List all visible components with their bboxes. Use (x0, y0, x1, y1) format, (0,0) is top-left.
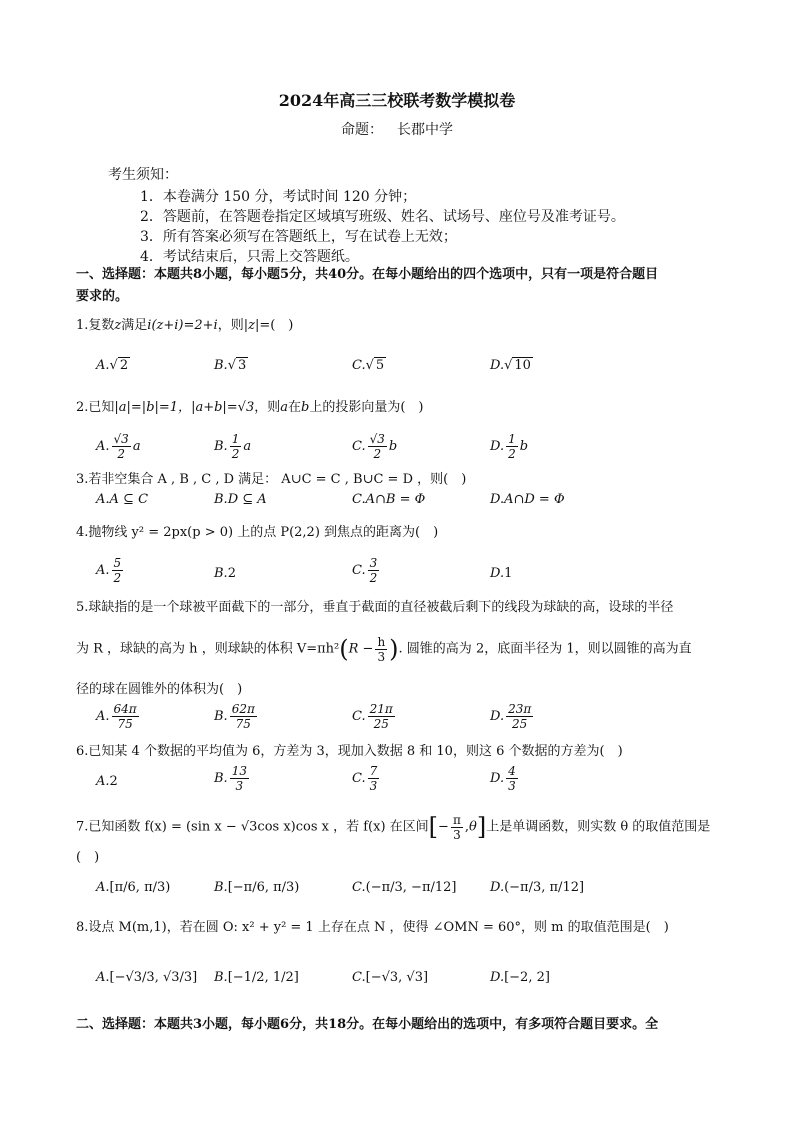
question-2-option-d: D. $\frac{1}{2}$ b (490, 432, 529, 461)
question-5-line: 为 R ，球缺的高为 h ，则球缺的体积 V=πh²(R − $\frac{h}{3}$ ). 圆锥的高为 2，底面半径为 1，则以圆锥的高为直 (76, 634, 692, 664)
question-8-option-d: D.[−2, 2] (490, 970, 550, 985)
question-1-option-c: C.√ 5 (352, 358, 385, 373)
section-1-line: 一、选择题：本题共8小题，每小题5分，共40分。在每小题给出的四个选项中，只有一项是符合题目 (76, 267, 659, 282)
question-8-option-c: C.[−√3, √3] (352, 970, 429, 985)
question-3-option-c: C.A∩B = Φ (352, 492, 426, 507)
question-5-option-d: D. $\frac{23\pi}{25}$ (490, 702, 532, 731)
question-4-option-c: C. $\frac{3}{2}$ (352, 556, 378, 585)
question-5-option-c: C. $\frac{21\pi}{25}$ (352, 702, 393, 731)
question-3-option-b: B.D ⊆ A (214, 492, 267, 507)
question-2-stem: 2.已知|a|=|b|=1，|a+b|=√3，则a在b上的投影向量为( ) (76, 400, 424, 415)
question-4-option-a: A. $\frac{5}{2}$ (96, 556, 122, 585)
question-6-option-c: C. $\frac{7}{3}$ (352, 764, 378, 793)
notice-item: 1．本卷满分 150 分，考试时间 120 分钟； (140, 189, 417, 205)
author-label: 命题： (341, 122, 383, 138)
question-6-stem: 6.已知某 4 个数据的平均值为 6，方差为 3，现加入数据 8 和 10，则这 6 个数据的方差为( ) (76, 744, 623, 759)
question-1-option-d: D.√ 10 (490, 358, 531, 373)
question-5-line: 5.球缺指的是一个球被平面截下的一部分，垂直于截面的直径被截后剩下的线段为球缺的高，设球的半径 (76, 600, 674, 615)
question-7-option-b: B.[−π/6, π/3) (214, 880, 300, 895)
question-2-option-b: B. $\frac{1}{2}$ a (214, 432, 252, 461)
question-4-stem: 4.抛物线 y² = 2px(p > 0) 上的点 P(2,2) 到焦点的距离为( ) (76, 525, 439, 540)
author-name: 长郡中学 (397, 122, 453, 138)
question-6-option-d: D. $\frac{4}{3}$ (490, 764, 516, 793)
question-8-option-b: B.[−1/2, 1/2] (214, 970, 299, 985)
question-4-option-b: B.2 (214, 566, 236, 581)
notice-item: 4．考试结束后，只需上交答题纸。 (140, 249, 359, 265)
question-7-option-c: C.(−π/3, −π/12] (352, 880, 457, 895)
section-1-header (76, 264, 726, 308)
question-5-line: 径的球在圆锥外的体积为( ) (76, 682, 243, 697)
notice-item: 2．答题前，在答题卷指定区域填写班级、姓名、试场号、座位号及准考证号。 (140, 209, 625, 225)
question-6-option-a: A.2 (96, 774, 118, 789)
question-1-option-b: B.√ 3 (214, 358, 247, 373)
section-1-line: 要求的。 (76, 289, 129, 304)
question-6-option-b: B. $\frac{13}{3}$ (214, 764, 247, 793)
question-2-option-c: C. $\frac{√3}{2}$ b (352, 432, 398, 461)
section-2-header: 二、选择题：本题共3小题，每小题6分，共18分。在每小题给出的选项中，有多项符合题目要求。全 (76, 1017, 659, 1032)
notice-item: 3．所有答案必须写在答题纸上，写在试卷上无效； (140, 229, 457, 245)
question-5-option-b: B. $\frac{62\pi}{75}$ (214, 702, 255, 731)
question-7-stem-cont: ( ) (76, 850, 100, 865)
question-2-option-a: A. $\frac{√3}{2}$ a (96, 432, 141, 461)
exam-title: 2024年高三三校联考数学模拟卷 (278, 91, 516, 110)
question-8-option-a: A.[−√3/3, √3/3] (96, 970, 198, 985)
question-3-option-a: A.A ⊆ C (96, 492, 149, 507)
author-line (0, 119, 794, 139)
question-3-stem: 3.若非空集合 A , B , C , D 满足： A∪C = C , B∪C = D ，则( ) (76, 472, 467, 487)
question-7-option-a: A.[π/6, π/3) (96, 880, 171, 895)
question-3-option-d: D.A∩D = Φ (490, 492, 565, 507)
question-1-option-a: A.√ 2 (96, 358, 129, 373)
question-5-option-a: A. $\frac{64\pi}{75}$ (96, 702, 137, 731)
question-1-stem: 1.复数z满足i(z+i)=2+i，则|z|=( ) (76, 318, 294, 333)
question-7-option-d: D.(−π/3, π/12] (490, 880, 585, 895)
question-7-stem: 7.已知函数 f(x) = (sin x − √3cos x)cos x ，若 f(x) 在区间[− $\frac{\pi}{3}$ ,θ]上是单调函数，则实数 θ 的取值范围是 (76, 812, 711, 842)
notice-heading: 考生须知： (108, 167, 178, 183)
question-8-stem: 8.设点 M(m,1)，若在圆 O: x² + y² = 1 上存在点 N ，使得 ∠OMN = 60°，则 m 的取值范围是( ) (76, 920, 669, 935)
question-4-option-d: D.1 (490, 566, 513, 581)
